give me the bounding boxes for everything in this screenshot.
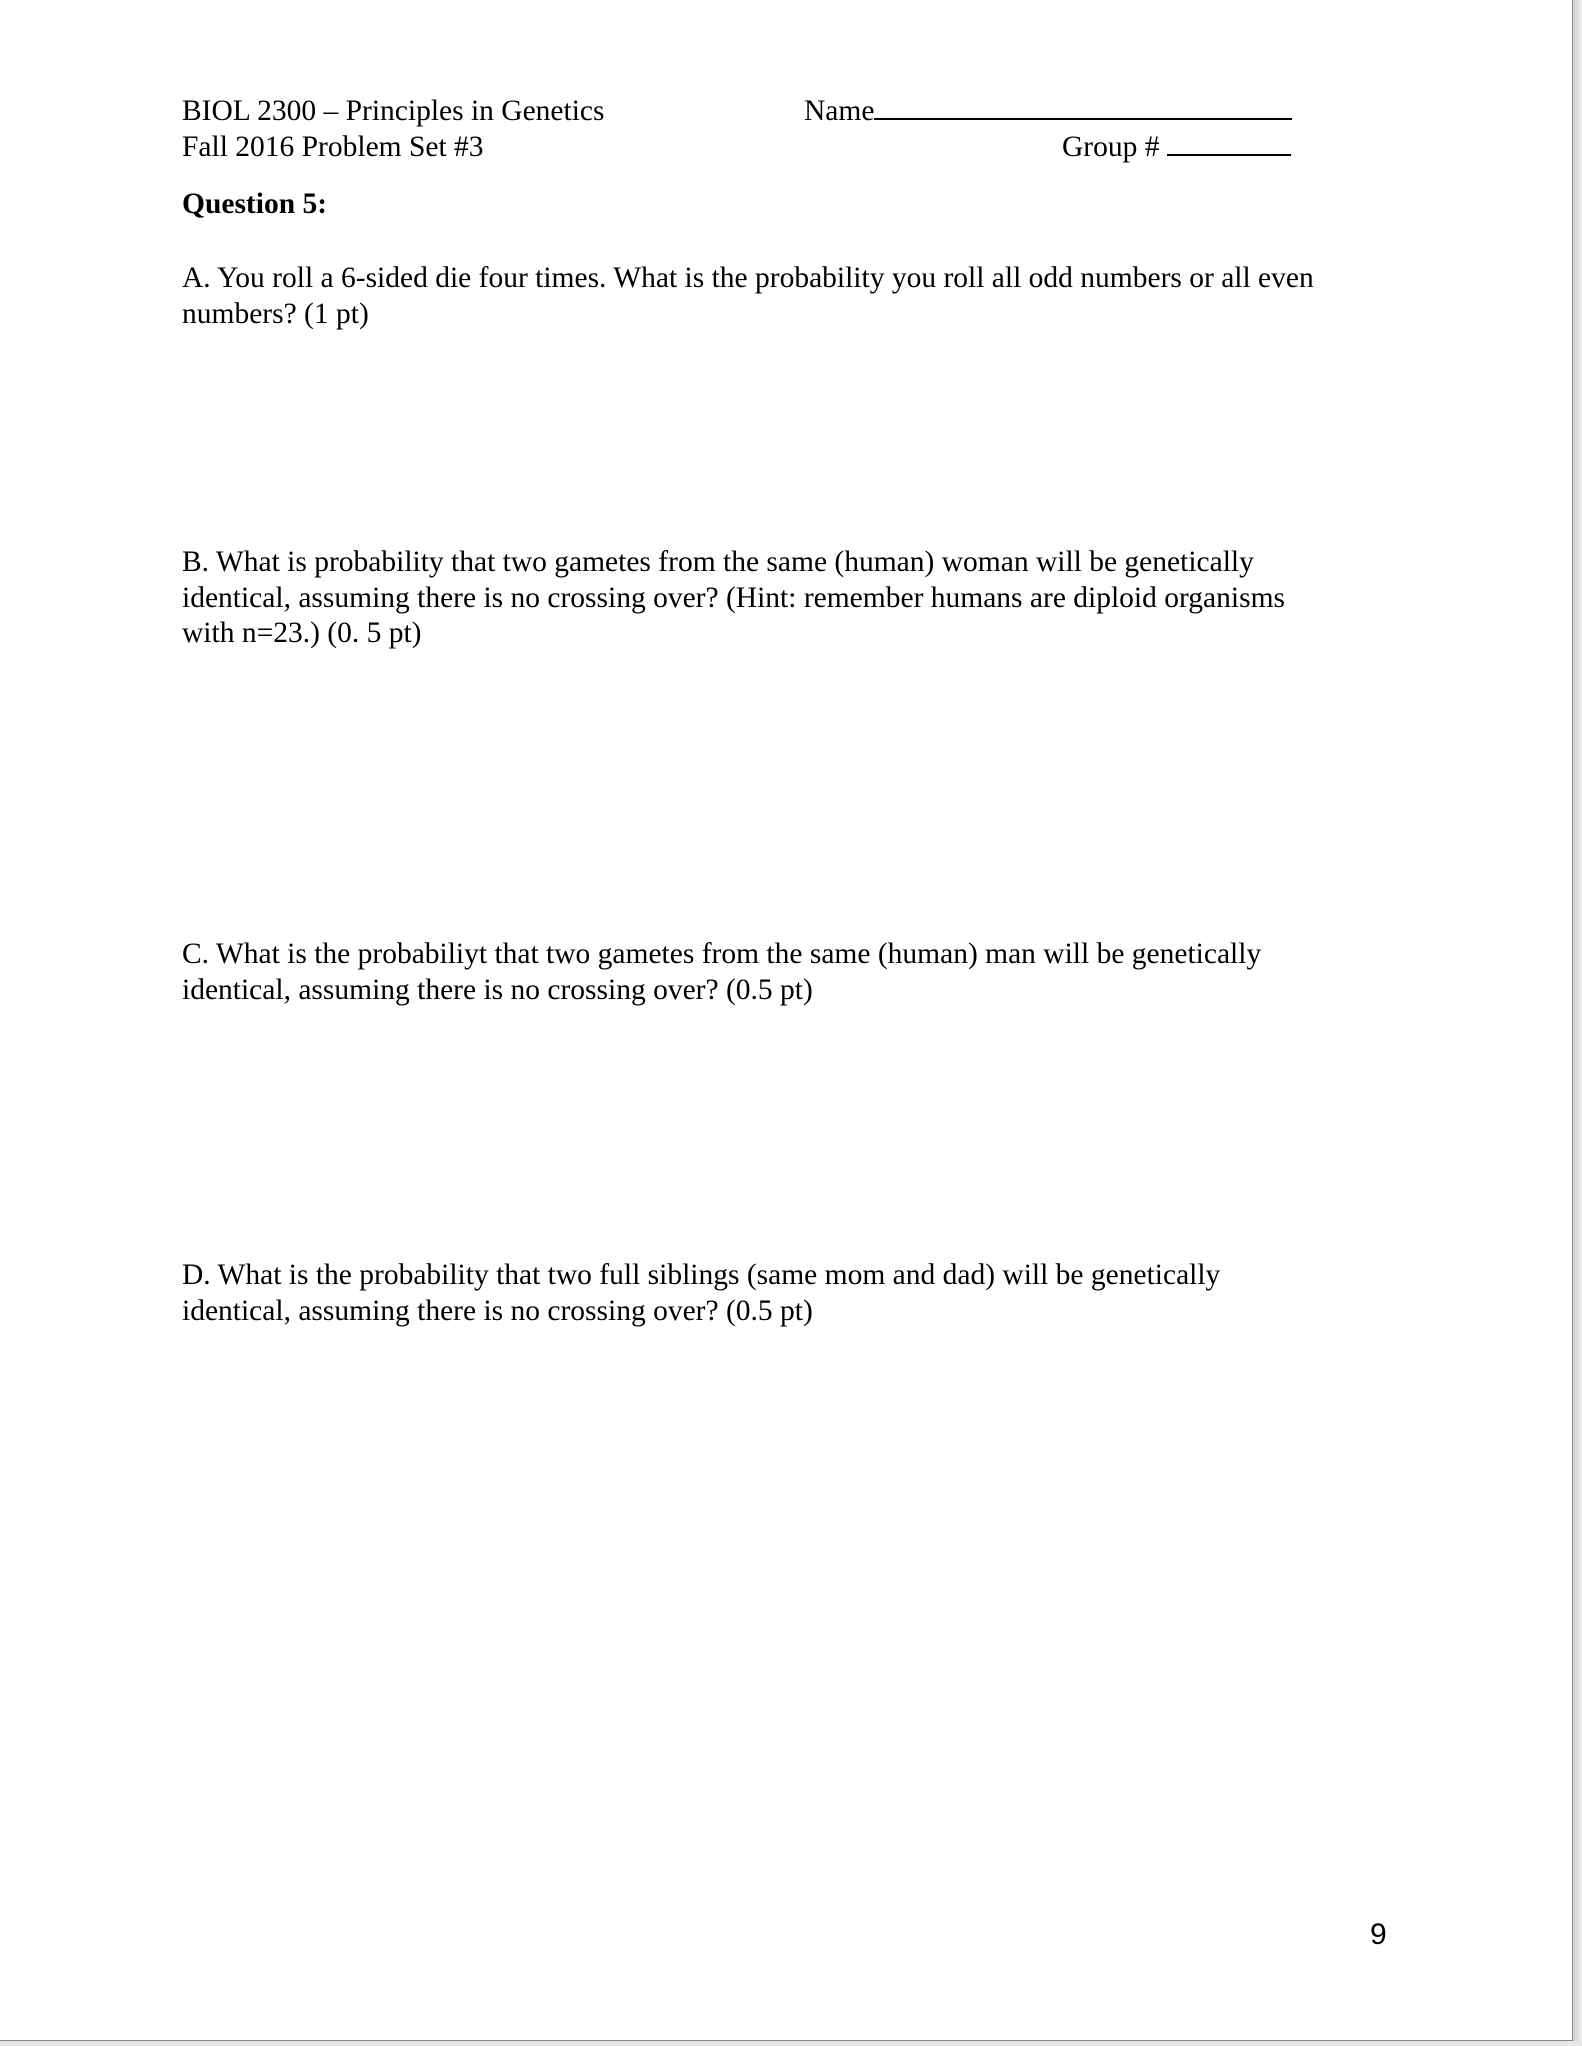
question-line: D. What is the probability that two full siblings (same mom and dad) will be genetically: [182, 1259, 1221, 1291]
question-line: with n=23.) (0. 5 pt): [182, 617, 422, 649]
question-line: C. What is the probabiliyt that two gametes from the same (human) man will be genetically: [182, 938, 1262, 970]
question-part-c: [182, 937, 1261, 1008]
course-title: BIOL 2300 – Principles in Genetics: [182, 95, 605, 127]
question-line: A. You roll a 6-sided die four times. What is the probability you roll all odd numbers or all even: [182, 262, 1314, 294]
header-left: [182, 94, 605, 165]
name-label: Name: [804, 95, 875, 127]
question-title: Question 5:: [182, 188, 328, 220]
group-field: [1062, 130, 1291, 166]
name-blank: [874, 96, 1292, 120]
question-part-a: [182, 261, 1314, 332]
page-bottom-shadow: [0, 2041, 1582, 2046]
question-line: identical, assuming there is no crossing over? (Hint: remember humans are diploid organisms: [182, 581, 1285, 614]
group-label: Group #: [1062, 131, 1160, 163]
question-line: identical, assuming there is no crossing over? (0.5 pt): [182, 973, 813, 1006]
question-part-b: [182, 545, 1285, 652]
question-line: B. What is probability that two gametes from the same (human) woman will be genetically: [182, 546, 1254, 578]
question-line: numbers? (1 pt): [182, 297, 369, 330]
page-edge-shadow: [1573, 0, 1582, 2046]
page-number: 9: [1370, 1918, 1387, 1951]
name-field: [804, 94, 1292, 130]
question-line: identical, assuming there is no crossing over? (0.5 pt): [182, 1294, 813, 1327]
question-part-d: [182, 1258, 1220, 1329]
problem-set-title: Fall 2016 Problem Set #3: [182, 130, 484, 163]
group-blank: [1167, 132, 1291, 156]
